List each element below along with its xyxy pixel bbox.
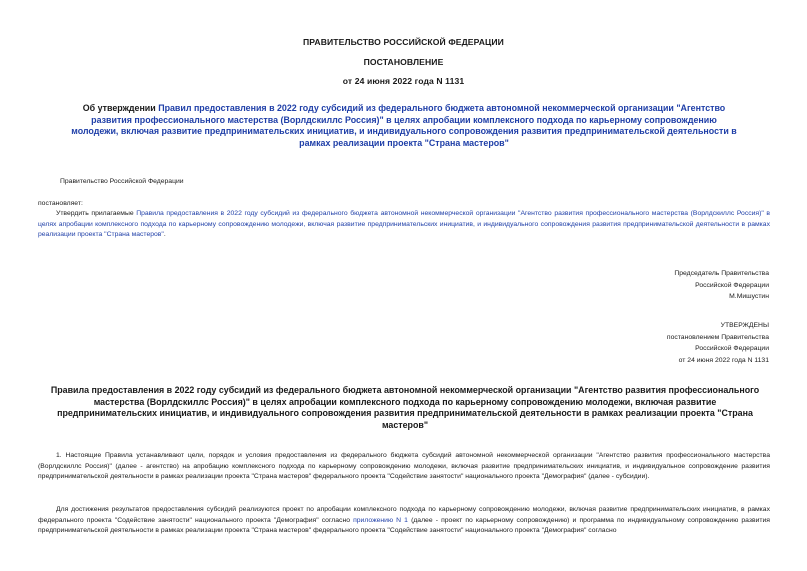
- paragraph-2: [38, 505, 770, 537]
- signature-block: [674, 268, 769, 303]
- government-header: ПРАВИТЕЛЬСТВО РОССИЙСКОЙ ФЕДЕРАЦИИ: [303, 37, 504, 47]
- approval-by: постановлением Правительства: [666, 333, 769, 341]
- approve-rules-link[interactable]: Правила предоставления в 2022 году субсидий из федерального бюджета автономной некоммерческой организации "Агентство развития профессионального мастерства (Ворлдскиллс Россия)" в целях апробации комплексного подхода по карьерному сопровождению молодежи, включая развитие предпринимательских инициатив, и индивидуального сопровождения развития предпринимательской деятельности в рамках реализации проекта "Страна мастеров": [38, 210, 771, 239]
- paragraph-1: 1. Настоящие Правила устанавливают цели, порядок и условия предоставления из федерального бюджета субсидий автономной некоммерческой организации "Агентство развития профессионального мастерства (Ворлдскиллс Россия)" (далее - агентство) на апробацию комплексного подхода по карьерному сопровождению молодежи, включая развитие предпринимательских инициатив, и индивидуальное сопровождение развития предпринимательской деятельности в рамках реализации проекта "Страна мастеров" федерального проекта "Содействие занятости" национального проекта "Демография" (далее - субсидии).: [38, 452, 770, 481]
- document-title: [70, 103, 738, 150]
- paragraph-2-end: (далее - проект по карьерному сопровождению) и программа по индивидуальному сопровождению развития предпринимательской деятельности в рамках реализации проекта "Страна мастеров" федерального проекта "Содействие занятости" национального проекта "Демография" согласно: [38, 516, 770, 535]
- appendix-1-link[interactable]: приложению N 1: [353, 516, 408, 524]
- approval-label: УТВЕРЖДЕНЫ: [720, 322, 769, 329]
- approve-prefix: Утвердить прилагаемые: [56, 210, 137, 217]
- approval-org: Российской Федерации: [695, 345, 769, 353]
- title-rules-link[interactable]: Правил предоставления в 2022 году субсидий из федерального бюджета автономной некоммерческой организации "Агентство развития профессионального мастерства (Ворлдскиллс Россия)" в целях апробации комплексного подхода по карьерному сопровождению молодежи, включая развитие предпринимательских инициатив, и индивидуального сопровождения развития предпринимательской деятельности в рамках реализации проекта "Страна мастеров": [71, 103, 737, 149]
- document-date-number: от 24 июня 2022 года N 1131: [342, 76, 465, 86]
- approve-suffix: .: [163, 231, 166, 239]
- signature-position: Председатель Правительства: [674, 270, 769, 277]
- document-type: ПОСТАНОВЛЕНИЕ: [363, 57, 444, 67]
- approval-block: [667, 320, 769, 366]
- approval-date: от 24 июня 2022 года N 1131: [678, 356, 769, 364]
- approve-paragraph: [38, 209, 770, 241]
- signature-name: М.Мишустин: [729, 293, 769, 301]
- issuer: Правительство Российской Федерации: [60, 178, 184, 185]
- title-prefix: Об утверждении: [82, 103, 159, 113]
- resolves: постановляет:: [38, 200, 83, 207]
- paragraph-2-start: Для достижения результатов предоставления субсидий реализуются проект по апробации комплексного подхода по карьерному сопровождению молодежи, включая развитие предпринимательских инициатив, в рамках федерального проекта "Содействие занятости" национального проекта "Демография" согласно: [38, 506, 770, 524]
- rules-title: Правила предоставления в 2022 году субсидий из федерального бюджета автономной некоммерческой организации "Агентство развития профессионального мастерства (Ворлдскиллс Россия)" в целях апробации комплексного подхода по карьерному сопровождению молодежи, включая развитие предпринимательских инициатив, и индивидуального сопровождения развития предпринимательской деятельности в рамках реализации проекта "Страна мастеров": [50, 385, 760, 431]
- signature-org: Российской Федерации: [695, 281, 769, 289]
